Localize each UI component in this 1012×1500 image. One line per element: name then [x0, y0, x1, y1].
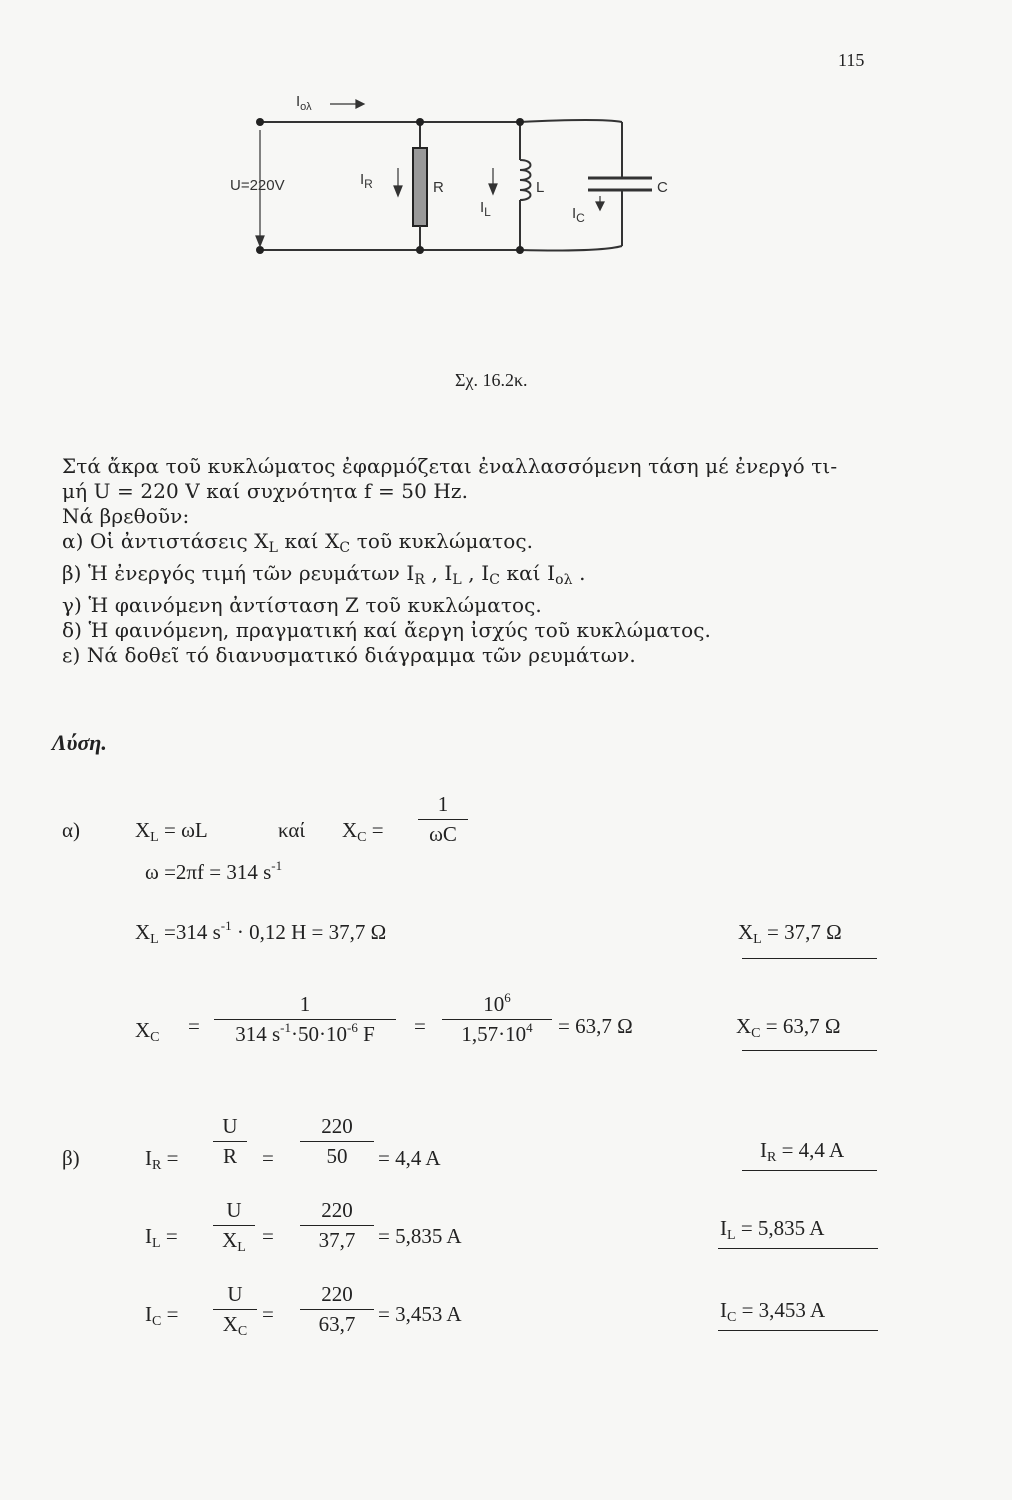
xc-fraction-2: $10^6$ $1,57\cdot 10^4$	[442, 992, 552, 1047]
label-c: C	[657, 179, 668, 196]
node-dot	[516, 118, 524, 126]
bottom-rail	[260, 246, 622, 251]
page-number: 115	[838, 50, 865, 70]
label-i-r: $I_R$	[360, 171, 373, 191]
problem-intro-2: μή U = 220 V καί συχνότητα f = 50 Hz.	[62, 479, 469, 503]
node-dot	[416, 246, 424, 254]
xc-fraction-1: 1 314 $s^{-1}\cdot 50\cdot 10^{-6}$ F	[214, 992, 396, 1047]
node-dot	[516, 246, 524, 254]
ir-eq: =	[262, 1146, 274, 1170]
ic-result: $I_C = 3,453$ A	[720, 1298, 826, 1325]
il-fraction-numeric: 220 37,7	[300, 1198, 374, 1253]
top-rail	[260, 120, 622, 122]
ic-eq: =	[262, 1302, 274, 1326]
problem-item-b: β) Ἡ ἐνεργός τιμή τῶν ρευμάτων $I_R$ , $I_L$ , $I_C$ καί $I_{o\lambda}$ .	[62, 561, 586, 588]
label-i-l: $I_L$	[480, 199, 491, 219]
ir-end: = 4,4 A	[378, 1146, 441, 1170]
problem-item-a: α) Οἱ ἀντιστάσεις $X_L$ καί $X_C$ τοῦ κυκλώματος.	[62, 529, 534, 556]
label-i-c: $I_C$	[572, 205, 585, 225]
ir-left: $I_R$ =	[145, 1146, 179, 1173]
label-r: R	[433, 179, 444, 196]
kai-word: καί	[278, 818, 306, 842]
part-b-label: β)	[62, 1146, 80, 1170]
xl-result: $X_L = 37,7$ Ω	[738, 920, 842, 947]
il-result-underline	[718, 1248, 878, 1249]
problem-item-c: γ) Ἡ φαινόμενη ἀντίσταση Z τοῦ κυκλώματος.	[62, 593, 542, 617]
voltage-arrowhead	[256, 236, 264, 246]
solution-heading: Λύση.	[52, 730, 107, 755]
il-result: $I_L = 5,835$ A	[720, 1216, 825, 1243]
circuit-diagram	[0, 0, 1012, 360]
xl-calculation: $X_L =314$ $s^{-1} \cdot 0,12$ H = 37,7 Ω	[135, 918, 387, 947]
il-end: = 5,835 A	[378, 1224, 462, 1248]
problem-statement	[62, 454, 892, 668]
label-i-total: $I_{o\lambda}$	[296, 93, 312, 113]
node-dot	[416, 118, 424, 126]
problem-intro-1: Στά ἄκρα τοῦ κυκλώματος ἐφαρμόζεται ἐναλλασσόμενη τάση μέ ἐνεργό τι-	[62, 454, 838, 478]
ir-fraction-numeric: 220 50	[300, 1114, 374, 1169]
part-a-label: α)	[62, 818, 80, 842]
problem-item-d: δ) Ἡ φαινόμενη, πραγματική καί ἄεργη ἰσχύς τοῦ κυκλώματος.	[62, 618, 711, 642]
i-c-arrowhead	[596, 202, 604, 210]
il-eq: =	[262, 1224, 274, 1248]
ic-end: = 3,453 A	[378, 1302, 462, 1326]
i-r-arrowhead	[394, 186, 402, 196]
xc-definition-fraction: 1 ωC	[418, 792, 468, 847]
xc-calc-eq2: =	[414, 1014, 426, 1038]
ic-fraction-numeric: 220 63,7	[300, 1282, 374, 1337]
il-fraction-symbolic: U $X_L$	[213, 1198, 255, 1256]
i-l-arrowhead	[489, 184, 497, 194]
problem-find: Νά βρεθοῦν:	[62, 504, 190, 528]
xc-result-underline	[742, 1050, 877, 1051]
ir-fraction-symbolic: U R	[213, 1114, 247, 1169]
xc-calc-end: = 63,7 Ω	[558, 1014, 633, 1038]
i-total-arrowhead	[356, 100, 364, 108]
xc-calc-eq1: =	[188, 1014, 200, 1038]
label-l: L	[536, 179, 545, 196]
xc-result: $X_C = 63,7$ Ω	[736, 1014, 841, 1041]
node-dot	[256, 118, 264, 126]
problem-item-e: ε) Νά δοθεῖ τό διανυσματικό διάγραμμα τῶν ρευμάτων.	[62, 643, 636, 667]
ic-fraction-symbolic: U $X_C$	[213, 1282, 257, 1340]
ir-result-underline	[742, 1170, 877, 1171]
resistor-symbol	[413, 148, 427, 226]
il-left: $I_L$ =	[145, 1224, 178, 1251]
xl-definition: $X_L = \omega L$	[135, 818, 208, 845]
omega-line: ω =2πf = 314 $s^{-1}$	[145, 858, 283, 884]
ic-left: $I_C$ =	[145, 1302, 179, 1329]
figure-caption: Σχ. 16.2κ.	[455, 370, 528, 390]
xl-result-underline	[742, 958, 877, 959]
xc-definition: $X_C$ =	[342, 818, 384, 845]
ir-result: $I_R = 4,4$ A	[760, 1138, 845, 1165]
inductor-symbol	[520, 160, 531, 200]
xc-calc-left: $X_C$	[135, 1018, 160, 1045]
label-voltage: U=220V	[230, 177, 285, 194]
ic-result-underline	[718, 1330, 878, 1331]
